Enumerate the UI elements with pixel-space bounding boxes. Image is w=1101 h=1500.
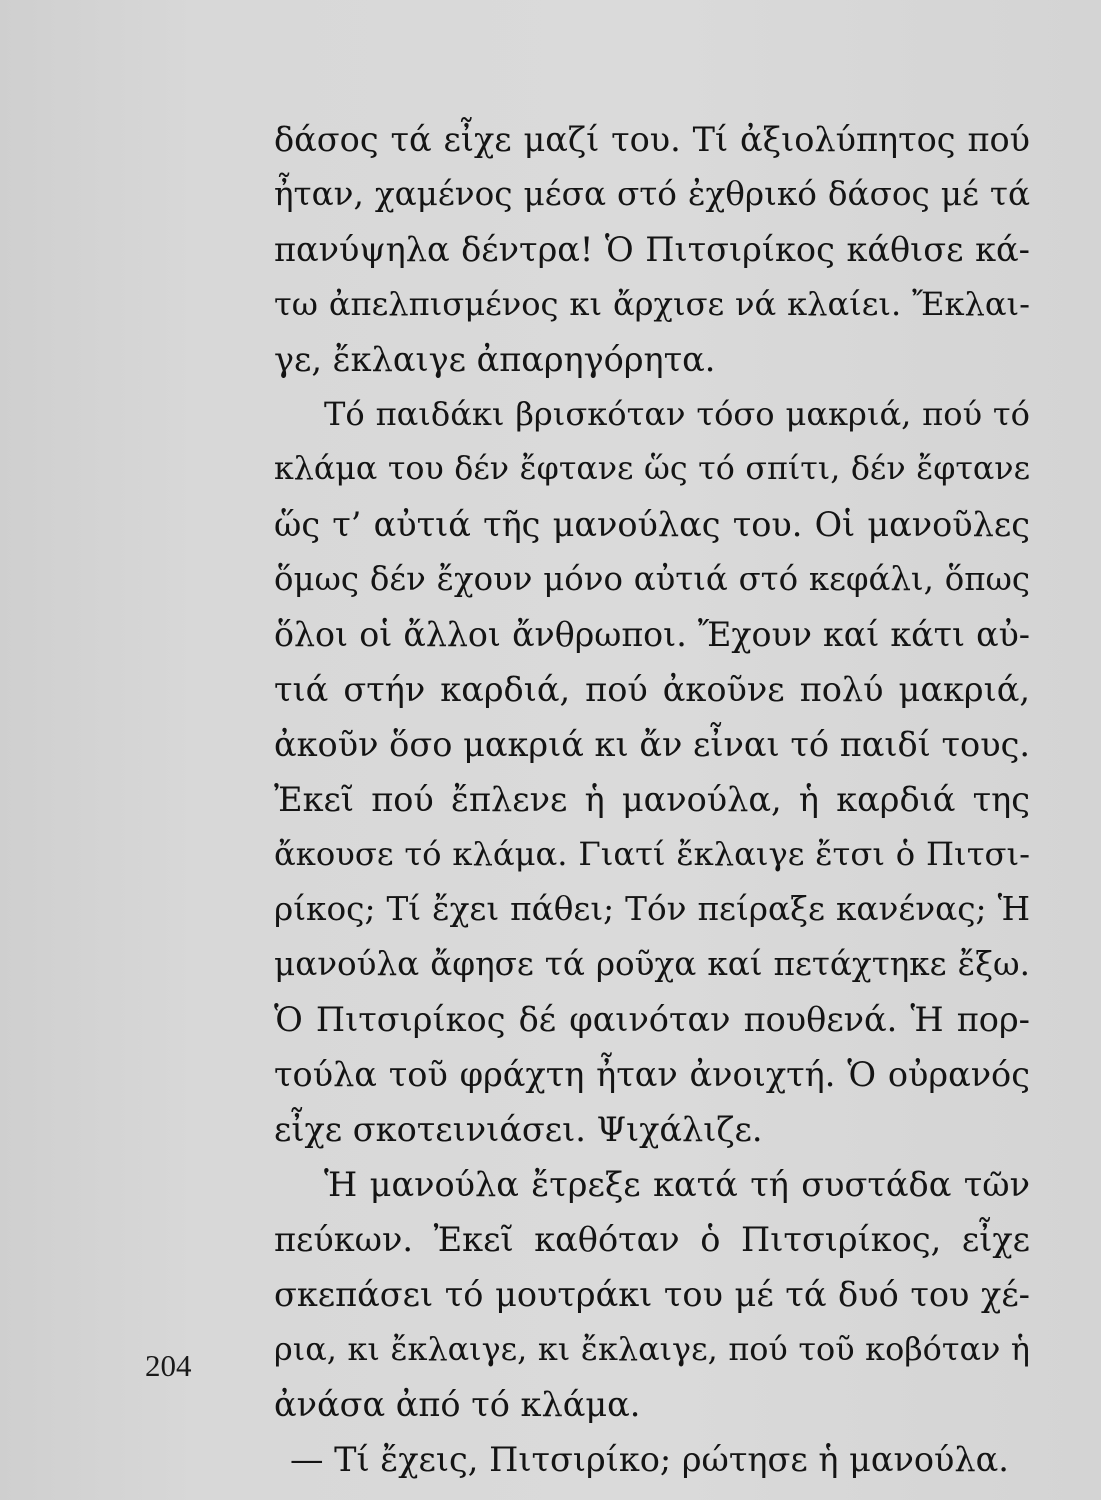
page-number: 204 xyxy=(145,1348,192,1383)
text-line: Ἐκεῖ πού ἔπλενε ἡ μανούλα, ἡ καρδιά της xyxy=(274,780,1030,819)
paragraph-first-line: Τό παιδάκι βρισκόταν τόσο μακριά, πού τό xyxy=(324,395,1030,433)
text-line: σκεπάσει τό μουτράκι του μέ τά δυό του χέ- xyxy=(274,1275,1030,1314)
text-line: ρια, κι ἔκλαιγε, κι ἔκλαιγε, πού τοῦ κοβόταν ἡ xyxy=(274,1330,1030,1368)
text-line: ὥς τ’ αὐτιά τῆς μανούλας του. Οἱ μανοῦλες xyxy=(274,505,1030,544)
text-line: τω ἀπελπισμένος κι ἄρχισε νά κλαίει. Ἔκλαι- xyxy=(274,285,1030,323)
text-line: Ὁ Πιτσιρίκος δέ φαινόταν πουθενά. Ἡ πορ- xyxy=(274,1000,1030,1039)
text-line: ἀνάσα ἀπό τό κλάμα. xyxy=(274,1385,641,1424)
text-line: ὅλοι οἱ ἄλλοι ἄνθρωποι. Ἔχουν καί κάτι αὐ- xyxy=(274,615,1030,654)
text-line: μανούλα ἄφησε τά ροῦχα καί πετάχτηκε ἔξω. xyxy=(274,945,1030,983)
text-line: πανύψηλα δέντρα! Ὁ Πιτσιρίκος κάθισε κά- xyxy=(274,230,1030,269)
body-text xyxy=(274,112,1030,1487)
text-line: εἶχε σκοτεινιάσει. Ψιχάλιζε. xyxy=(274,1110,763,1149)
text-line: ἄκουσε τό κλάμα. Γιατί ἔκλαιγε ἔτσι ὁ Πιτσι- xyxy=(274,835,1030,873)
text-line: ρίκος; Τί ἔχει πάθει; Τόν πείραξε κανένας; Ἡ xyxy=(274,890,1030,928)
text-line: ὅμως δέν ἔχουν μόνο αὐτιά στό κεφάλι, ὅπως xyxy=(274,560,1030,598)
text-line: τιά στήν καρδιά, πού ἀκοῦνε πολύ μακριά, xyxy=(274,670,1030,709)
dialogue-line: — Τί ἔχεις, Πιτσιρίκο; ρώτησε ἡ μανούλα. xyxy=(290,1440,1009,1479)
text-line: πεύκων. Ἐκεῖ καθόταν ὁ Πιτσιρίκος, εἶχε xyxy=(274,1220,1030,1259)
text-line: ἦταν, χαμένος μέσα στό ἐχθρικό δάσος μέ τά xyxy=(274,175,1030,213)
text-line: κλάμα του δέν ἔφτανε ὥς τό σπίτι, δέν ἔφτανε xyxy=(274,451,1030,487)
text-line: ἀκοῦν ὅσο μακριά κι ἄν εἶναι τό παιδί τους. xyxy=(274,725,1030,764)
paragraph-first-line: Ἡ μανούλα ἔτρεξε κατά τή συστάδα τῶν xyxy=(324,1165,1030,1204)
text-line: γε, ἔκλαιγε ἀπαρηγόρητα. xyxy=(274,340,716,379)
text-line: τούλα τοῦ φράχτη ἦταν ἀνοιχτή. Ὁ οὐρανός xyxy=(274,1055,1030,1094)
text-line: δάσος τά εἶχε μαζί του. Τί ἀξιολύπητος πού xyxy=(274,120,1030,159)
